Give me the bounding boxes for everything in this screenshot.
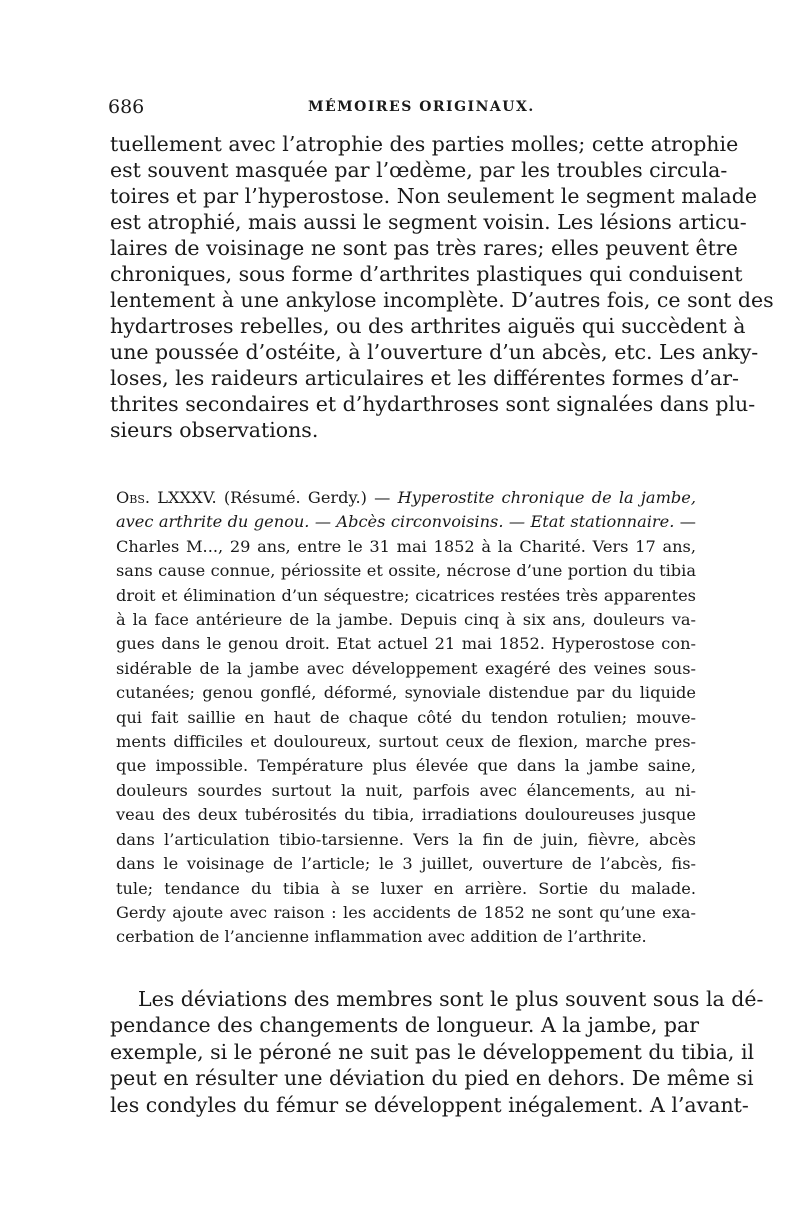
observation-line: gues dans le genou droit. Etat actuel 21 mai 1852. Hyperostose con- [116, 634, 696, 654]
text-line: lentement à une ankylose incomplète. D’autres fois, ce sont des [110, 288, 774, 312]
observation-line: dans le voisinage de l’article; le 3 juillet, ouverture de l’abcès, fis- [116, 854, 696, 874]
body-paragraph-2 [110, 986, 764, 1118]
running-head: MÉMOIRES ORIGINAUX. [308, 99, 535, 115]
text-line: laires de voisinage ne sont pas très rares; elles peuvent être [110, 236, 738, 260]
observation-line: que impossible. Température plus élevée que dans la jambe saine, [116, 756, 696, 776]
text-line: loses, les raideurs articulaires et les différentes formes d’ar- [110, 366, 739, 390]
observation-source: (Résumé. Gerdy.) — [223, 488, 391, 507]
text-line: exemple, si le péroné ne suit pas le développement du tibia, il [110, 1039, 755, 1064]
observation-line: cerbation de l’ancienne inflammation avec addition de l’arthrite. [116, 927, 647, 947]
text-line: les condyles du fémur se développent inégalement. A l’avant- [110, 1092, 749, 1117]
text-line: chroniques, sous forme d’arthrites plastiques qui conduisent [110, 262, 743, 286]
text-line: est souvent masquée par l’œdème, par les troubles circula- [110, 158, 728, 182]
observation-line: sans cause connue, périossite et ossite, nécrose d’une portion du tibia [116, 561, 696, 581]
text-line: toires et par l’hyperostose. Non seulement le segment malade [110, 184, 757, 208]
text-line: une poussée d’ostéite, à l’ouverture d’un abcès, etc. Les anky- [110, 340, 759, 364]
observation-line: tule; tendance du tibia à se luxer en arrière. Sortie du malade. [116, 878, 696, 898]
observation-line: sidérable de la jambe avec développement exagéré des veines sous- [116, 658, 696, 678]
body-paragraph-1 [110, 131, 774, 443]
text-line: Les déviations des membres sont le plus souvent sous la dé- [138, 987, 764, 1011]
observation-line: dans l’articulation tibio-tarsienne. Vers la fin de juin, fièvre, abcès [116, 829, 696, 849]
observation-line: droit et élimination d’un séquestre; cicatrices restées très apparentes [116, 585, 696, 605]
text-line: pendance des changements de longueur. A la jambe, par [110, 1013, 700, 1038]
observation-dash: — [674, 512, 696, 532]
observation-line: douleurs sourdes surtout la nuit, parfois avec élancements, au ni- [116, 780, 696, 800]
observation-subtitle: avec arthrite du genou. — Abcès circonvoisins. — Etat stationnaire. [116, 512, 675, 532]
observation-line: à la face antérieure de la jambe. Depuis cinq à six ans, douleurs va- [116, 610, 696, 630]
text-line: tuellement avec l’atrophie des parties molles; cette atrophie [110, 132, 739, 156]
text-line: thrites secondaires et d’hydarthroses sont signalées dans plu- [110, 392, 756, 416]
observation-line: veau des deux tubérosités du tibia, irradiations douloureuses jusque [116, 805, 696, 825]
observation-title: Hyperostite chronique de la jambe, [397, 488, 697, 507]
observation-line: Gerdy ajoute avec raison : les accidents de 1852 ne sont qu’une exa- [116, 902, 696, 922]
observation-line: ments difficiles et douloureux, surtout ceux de flexion, marche pres- [116, 732, 696, 752]
text-line: est atrophié, mais aussi le segment voisin. Les lésions articu- [110, 210, 747, 234]
text-line: sieurs observations. [110, 418, 319, 442]
observation-line: Charles M..., 29 ans, entre le 31 mai 1852 à la Charité. Vers 17 ans, [116, 536, 696, 556]
observation-line: qui fait saillie en haut de chaque côté du tendon rotulien; mouve- [116, 707, 696, 727]
page-number: 686 [108, 96, 145, 118]
observation-line: cutanées; genou gonflé, déformé, synoviale distendue par du liquide [116, 683, 696, 703]
observation-title-continued [116, 510, 696, 534]
text-line: peut en résulter une déviation du pied en dehors. De même si [110, 1066, 754, 1091]
page-header [108, 96, 698, 126]
observation-heading [116, 486, 696, 510]
observation-label: Obs. [116, 488, 151, 507]
text-line: hydartroses rebelles, ou des arthrites aiguës qui succèdent à [110, 314, 746, 338]
observation-number: LXXXV. [157, 488, 217, 507]
observation-block [116, 486, 696, 950]
